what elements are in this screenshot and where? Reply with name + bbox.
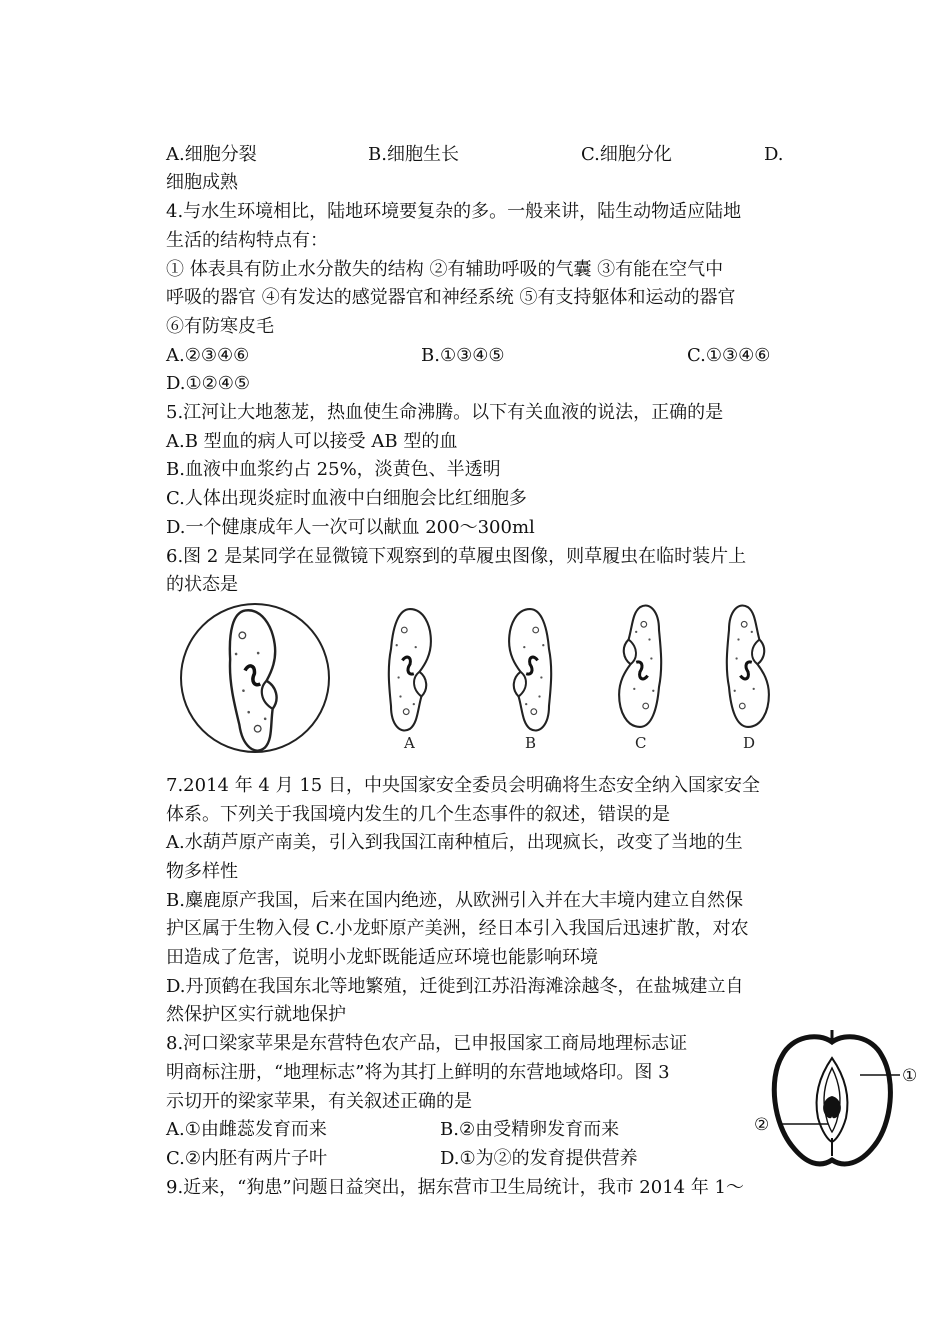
- q8-stem-line2: 明商标注册，“地理标志”将为其打上鲜明的东营地域烙印。图 3: [166, 1062, 670, 1083]
- paramecium-option-d: [727, 606, 769, 727]
- q9-stem-line1: 9.近来，“狗患”问题日益突出，据东营市卫生局统计，我市 2014 年 1～: [166, 1177, 745, 1198]
- q4-option-d: D.①②④⑤: [166, 373, 251, 394]
- q8-option-c: C.②内胚有两片子叶: [166, 1148, 327, 1169]
- q4-stem-line1: 4.与水生环境相比，陆地环境要复杂的多。一般来讲，陆生动物适应陆地: [166, 201, 742, 222]
- q5-option-c: C.人体出现炎症时血液中白细胞会比红细胞多: [166, 488, 527, 509]
- q6-stem-line1: 6.图 2 是某同学在显微镜下观察到的草履虫图像，则草履虫在临时装片上: [166, 546, 747, 567]
- q5-stem: 5.江河让大地葱茏，热血使生命沸腾。以下有关血液的说法，正确的是: [166, 402, 724, 423]
- q7-stem-line1: 7.2014 年 4 月 15 日，中央国家安全委员会明确将生态安全纳入国家安全: [166, 775, 760, 796]
- q4-option-b: B.①③④⑤: [421, 345, 505, 366]
- q4-option-c: C.①③④⑥: [687, 345, 771, 366]
- q8-stem-line1: 8.河口梁家苹果是东营特色农产品，已申报国家工商局地理标志证: [166, 1033, 688, 1054]
- q4-stem-line2: 生活的结构特点有：: [166, 230, 328, 251]
- q4-items-line1: ① 体表具有防止水分散失的结构 ②有辅助呼吸的气囊 ③有能在空气中: [166, 259, 724, 280]
- q7-option-a-line1: A.水葫芦原产南美，引入到我国江南种植后，出现疯长，改变了当地的生: [166, 832, 743, 853]
- q5-option-b: B.血液中血浆约占 25%，淡黄色、半透明: [166, 459, 501, 480]
- q3-option-c: C.细胞分化: [581, 144, 672, 165]
- paramecium-option-a: [389, 609, 431, 730]
- apple-label-1: ①: [902, 1066, 918, 1086]
- q7-option-a-line2: 物多样性: [166, 861, 238, 882]
- q6-stem-line2: 的状态是: [166, 574, 238, 595]
- q7-option-b-line2: 护区属于生物入侵 C.小龙虾原产美洲，经日本引入我国后迅速扩散，对农: [166, 918, 749, 939]
- q8-option-d: D.①为②的发育提供营养: [440, 1148, 638, 1169]
- paramecium-observed: [221, 607, 289, 753]
- q4-items-line2: 呼吸的器官 ④有发达的感觉器官和神经系统 ⑤有支持躯体和运动的器官: [166, 287, 736, 308]
- q8-option-a: A.①由雌蕊发育而来: [166, 1119, 327, 1140]
- figure-label-a: A: [404, 734, 415, 752]
- q3-option-a: A.细胞分裂: [166, 144, 257, 165]
- figure-label-c: C: [635, 734, 647, 752]
- q7-option-d-line1: D.丹顶鹤在我国东北等地繁殖，迁徙到江苏沿海滩涂越冬，在盐城建立自: [166, 976, 744, 997]
- q5-option-a: A.B 型血的病人可以接受 AB 型的血: [166, 431, 458, 452]
- q8-stem-line3: 示切开的梁家苹果，有关叙述正确的是: [166, 1091, 472, 1112]
- q3-option-d-prefix: D.: [764, 144, 784, 165]
- q3-option-b: B.细胞生长: [368, 144, 459, 165]
- q7-stem-line2: 体系。下列关于我国境内发生的几个生态事件的叙述，错误的是: [166, 804, 670, 825]
- q7-option-d-line2: 然保护区实行就地保护: [166, 1004, 346, 1025]
- q4-items-line3: ⑥有防寒皮毛: [166, 316, 274, 337]
- q8-option-b: B.②由受精卵发育而来: [440, 1119, 620, 1140]
- q3-option-d-text: 细胞成熟: [166, 172, 238, 193]
- paramecium-option-c: [619, 606, 661, 727]
- figure-label-b: B: [525, 734, 537, 752]
- q7-option-b-line1: B.麋鹿原产我国，后来在国内绝迹，从欧洲引入并在大丰境内建立自然保: [166, 890, 743, 911]
- figure-label-d: D: [743, 734, 756, 752]
- apple-figure: [748, 1028, 938, 1178]
- q7-option-c-line: 田造成了危害，说明小龙虾既能适应环境也能影响环境: [166, 947, 598, 968]
- paramecium-option-b: [509, 609, 551, 730]
- q5-option-d: D.一个健康成年人一次可以献血 200～300ml: [166, 517, 535, 538]
- q4-option-a: A.②③④⑥: [166, 345, 250, 366]
- apple-label-2: ②: [754, 1115, 770, 1135]
- paramecium-figure: [170, 596, 790, 756]
